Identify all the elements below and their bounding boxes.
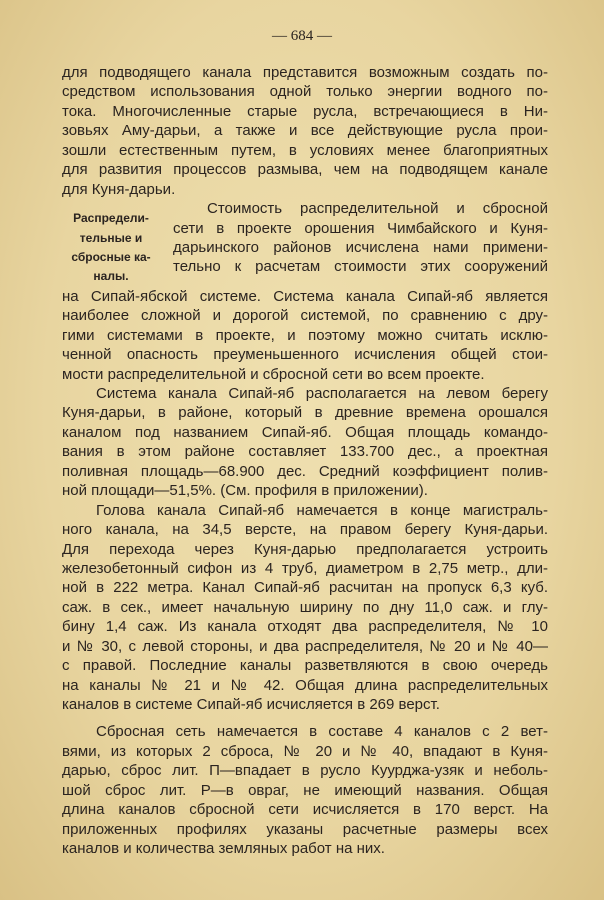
text-line: ной площади—51,5%. (См. профиля в приложении). (62, 482, 428, 500)
margin-note-line: Распредели- (73, 211, 149, 226)
text-line: приложенных профилях указаны расчетные размеры всех (62, 820, 548, 838)
text-line: Сбросная сеть намечается в составе 4 каналов с 2 вет- (96, 723, 548, 741)
text-line: наиболее сложной и дорогой системой, по сравнению с дру- (62, 307, 548, 325)
text-line: тельно к расчетам стоимости этих сооружений (173, 258, 548, 276)
paragraph (62, 384, 548, 501)
paragraph (62, 501, 548, 715)
text-line: Стоимость распределительной и сбросной (207, 200, 548, 218)
text-line: на Сипай-ябской системе. Система канала Сипай-яб является (62, 287, 548, 305)
paragraph (62, 722, 548, 858)
text-line: Для перехода через Куня-дарью предполагается устроить (62, 540, 548, 558)
text-line: дарью, сброс лит. П—впадает в русло Куурджа-узяк и неболь- (62, 762, 548, 780)
text-line: и № 30, с левой стороны, и два распределителя, № 20 и № 40— (62, 637, 548, 655)
margin-note-line: тельные и (79, 230, 143, 245)
text-line: железобетонный сифон из 4 труб, диаметром в 2,75 метр., дли- (62, 559, 548, 577)
margin-note-line: сбросные ка- (71, 249, 151, 264)
text-line: тока. Многочисленные старые русла, встречающиеся в Ни- (62, 102, 548, 120)
text-line: вания в этом районе составляет 133.700 дес., а проектная (62, 443, 548, 461)
text-line: для подводящего канала представится возможным создать по- (62, 64, 548, 81)
text-line: Куня-дарьи, в районе, который в древние времена орошался (62, 404, 548, 422)
text-line: зовьях Аму-дарьи, а также и все действующие русла прои- (62, 122, 548, 140)
text-line: средством использования одной только энергии водного по- (62, 83, 548, 101)
text-line: каналом под названием Сипай-яб. Общая площадь командо- (62, 423, 548, 441)
text-line: каналов в системе Сипай-яб исчисляется в 269 верст. (62, 696, 440, 713)
text-line: каналов и количества земляных работ на них. (62, 840, 385, 858)
margin-note-block (62, 199, 548, 287)
page-body (62, 63, 548, 859)
text-line: длина каналов сбросной сети исчисляется в 170 верст. На (62, 801, 548, 819)
text-line: гими системами в проекте, и поэтому можно считать исклю- (62, 326, 548, 344)
text-line: Голова канала Сипай-яб намечается в конце магистраль- (96, 501, 548, 519)
margin-note-line: налы. (93, 269, 129, 284)
text-line: Система канала Сипай-яб располагается на левом берегу (96, 385, 548, 402)
text-line: ченной опасность преуменьшенного исчисления общей стои- (62, 346, 548, 364)
text-line: зошли естественным путем, в условиях менее благоприятных (62, 141, 548, 159)
text-line: поливная площадь—68.900 дес. Средний коэффициент полив- (62, 462, 548, 480)
text-line: мости распределительной и сбросной сети во всем проекте. (62, 365, 485, 383)
text-line: шой сброс лит. Р—в овраг, не имеющий названия. Общая (62, 781, 548, 799)
margin-note (62, 199, 160, 287)
page-number: — 684 — (272, 28, 332, 44)
text-line: сети в проекте орошения Чимбайского и Куня- (173, 219, 548, 237)
paragraph (62, 63, 548, 199)
text-line: дарьинского районов исчислена нами примени- (173, 238, 548, 256)
text-line: на каналы № 21 и № 42. Общая длина распределительных (62, 676, 548, 694)
text-line: с правой. Последние каналы разветвляются в свою очередь (62, 657, 548, 675)
text-line: бину 1,4 саж. Из канала отходят два распределителя, № 10 (62, 618, 548, 636)
text-line: ной в 222 метра. Канал Сипай-яб расчитан на пропуск 6,3 куб. (62, 579, 548, 597)
text-line: ного канала, на 34,5 версте, на правом берегу Куня-дарьи. (62, 521, 548, 539)
paragraph (62, 199, 548, 384)
text-line: для развития процессов размыва, чем на подводящем канале (62, 161, 548, 179)
text-line: для Куня-дарьи. (62, 180, 176, 198)
text-line: саж. в сек., имеет начальную ширину по дну 11,0 саж. и глу- (62, 598, 548, 616)
text-line: вями, из которых 2 сброса, № 20 и № 40, впадают в Куня- (62, 742, 548, 760)
